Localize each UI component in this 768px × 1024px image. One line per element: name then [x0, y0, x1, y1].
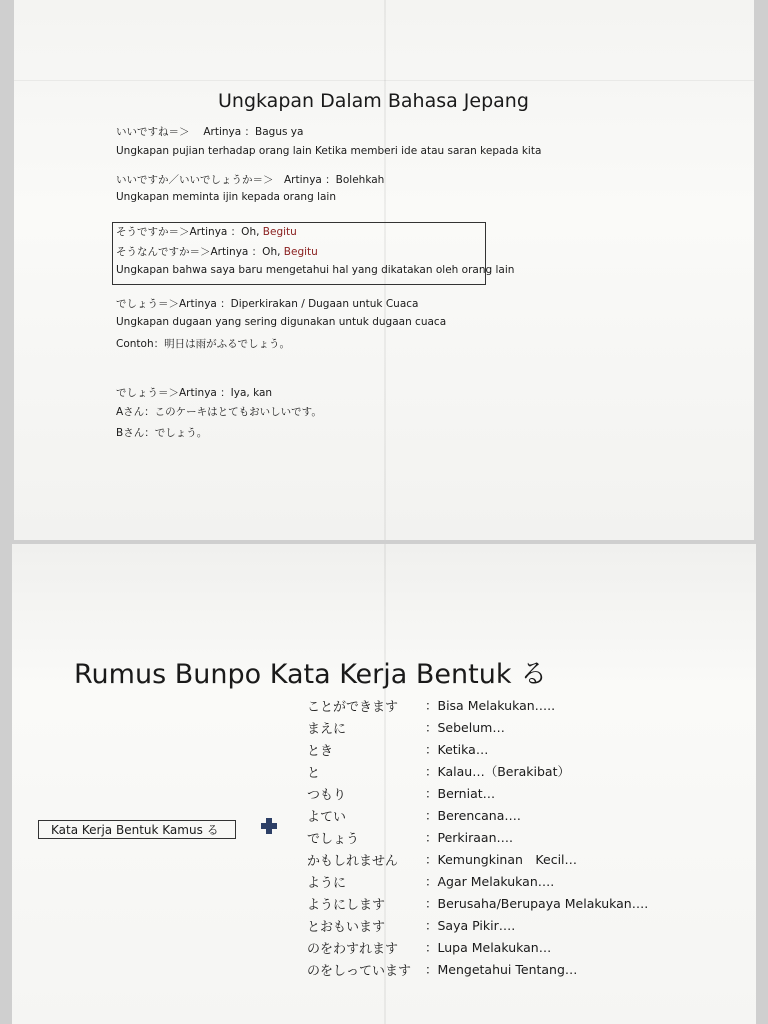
- page-title: Ungkapan Dalam Bahasa Jepang: [218, 90, 529, 112]
- text-line: Ungkapan dugaan yang sering digunakan untuk dugaan cuaca: [116, 316, 447, 328]
- grammar-meaning: ：Mengetahui Tentang…: [425, 962, 578, 977]
- grammar-meaning: ：Berusaha/Berupaya Melakukan….: [425, 896, 649, 911]
- text-line: Ungkapan meminta ijin kepada orang lain: [116, 191, 337, 203]
- grammar-jp: のをしっています: [307, 964, 412, 979]
- text-line: でしょう＝＞Artinya ：Iya, kan: [116, 387, 273, 399]
- grammar-meaning: ：Berencana….: [425, 808, 521, 823]
- grammar-meaning: ：Kalau…（Berakibat）: [425, 764, 570, 779]
- top-sheet: [14, 0, 754, 540]
- grammar-meaning: ：Agar Melakukan….: [425, 874, 555, 889]
- text-line: Aさん：このケーキはとてもおいしいです。: [116, 406, 322, 418]
- grammar-jp: とき: [307, 744, 334, 759]
- fold-crease: [14, 80, 754, 81]
- grammar-jp: でしょう: [307, 832, 360, 847]
- grammar-meaning: ：Kemungkinan Kecil…: [425, 852, 578, 867]
- grammar-jp: かもしれません: [307, 854, 399, 869]
- text-line: Ungkapan pujian terhadap orang lain Ketika memberi ide atau saran kepada kita: [116, 145, 542, 157]
- grammar-jp: まえに: [307, 722, 347, 737]
- text-line: Contoh：明日は雨がふるでしょう。: [116, 338, 291, 350]
- text-line: でしょう＝＞Artinya ：Diperkirakan / Dugaan untuk Cuaca: [116, 298, 419, 310]
- grammar-meaning: ：Berniat…: [425, 786, 496, 801]
- grammar-jp: とおもいます: [307, 920, 386, 935]
- text-line: いいですか／いいでしょうか＝＞ Artinya ：Bolehkah: [116, 174, 385, 186]
- grammar-jp: つもり: [307, 788, 347, 803]
- grammar-meaning: ：Saya Pikir….: [425, 918, 516, 933]
- grammar-meaning: ：Perkiraan….: [425, 830, 513, 845]
- section-title: Rumus Bunpo Kata Kerja Bentuk る: [74, 659, 548, 690]
- grammar-jp: ことができます: [307, 700, 399, 715]
- kamus-label-box: Kata Kerja Bentuk Kamus る: [38, 820, 236, 839]
- grammar-meaning: ：Sebelum…: [425, 720, 505, 735]
- boxed-line: そうですか＝＞Artinya ：Oh, Begitu: [116, 226, 297, 238]
- text-line: いいですね＝＞ Artinya ：Bagus ya: [116, 126, 304, 138]
- text-line: Bさん：でしょう。: [116, 427, 208, 439]
- grammar-jp: のをわすれます: [307, 942, 399, 957]
- text-line: Ungkapan bahwa saya baru mengetahui hal yang dikatakan oleh orang lain: [116, 264, 515, 276]
- grammar-meaning: ：Bisa Melakukan…..: [425, 698, 556, 713]
- grammar-jp: ように: [307, 876, 347, 891]
- boxed-line: そうなんですか＝＞Artinya ：Oh, Begitu: [116, 246, 318, 258]
- grammar-jp: よてい: [307, 810, 347, 825]
- grammar-meaning: ：Ketika…: [425, 742, 489, 757]
- plus-icon: [261, 818, 277, 834]
- grammar-jp: と: [307, 766, 321, 781]
- grammar-jp: ようにします: [307, 898, 386, 913]
- bottom-sheet: [12, 544, 756, 1024]
- grammar-meaning: ：Lupa Melakukan…: [425, 940, 552, 955]
